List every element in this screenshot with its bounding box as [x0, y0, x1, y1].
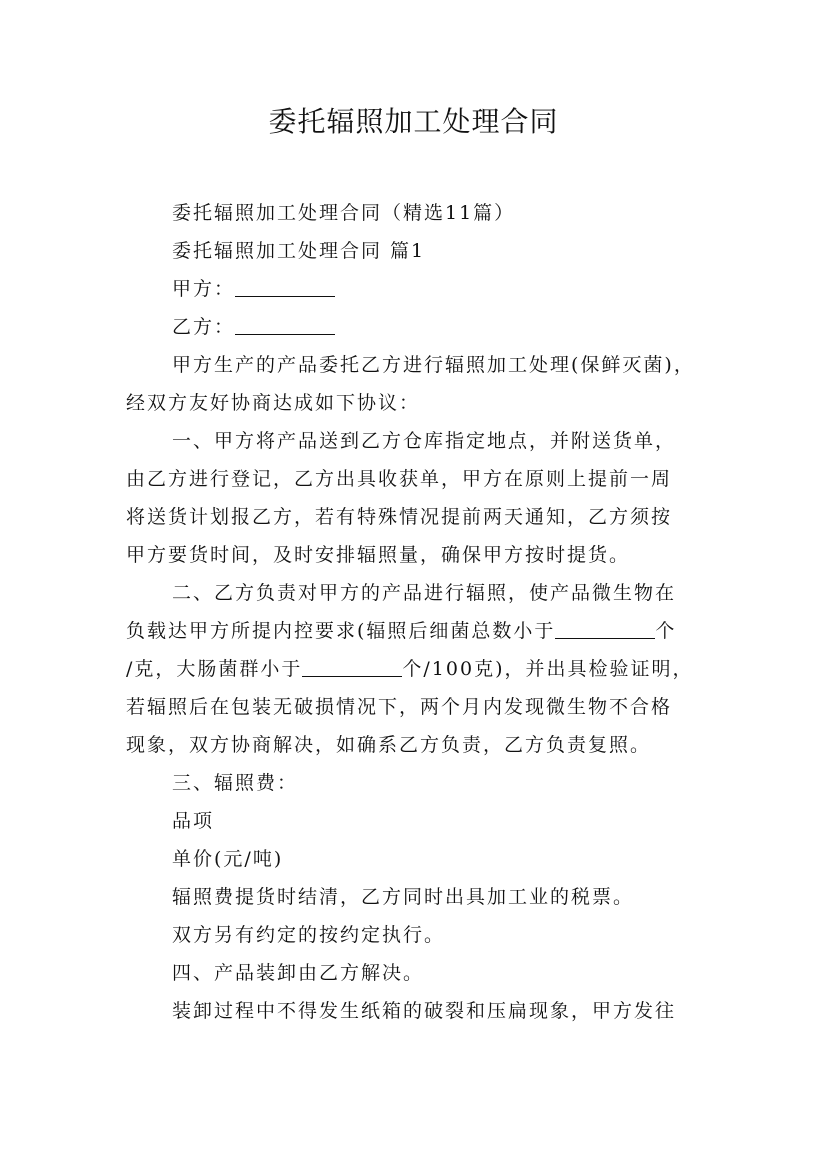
doc-subtitle: 委托辐照加工处理合同（精选11篇） [172, 202, 516, 224]
paragraph-line: 经双方友好协商达成如下协议： [126, 392, 421, 414]
bacteria-count-blank [555, 618, 655, 639]
paragraph-line: 现象，双方协商解决，如确系乙方负责，乙方负责复照。 [126, 734, 652, 756]
party-a-label: 甲方： [172, 278, 236, 300]
requirement-text-3: 个/100克)，并出具检验证明， [402, 658, 694, 680]
document-title: 委托辐照加工处理合同 [268, 105, 559, 138]
requirement-line [126, 612, 726, 650]
paragraph-line: 若辐照后在包装无破损情况下，两个月内发现微生物不合格 [126, 696, 673, 718]
requirement-text-2: /克，大肠菌群小于 [126, 658, 303, 680]
requirement-text: 负载达甲方所提内控要求(辐照后细菌总数小于 [126, 620, 556, 642]
paragraph-line: 将送货计划报乙方，若有特殊情况提前两天通知，乙方须按 [126, 506, 673, 528]
coliform-count-blank [302, 656, 402, 677]
party-a-blank [235, 276, 335, 297]
paragraph-line: 甲方生产的产品委托乙方进行辐照加工处理(保鲜灭菌)， [172, 354, 695, 376]
paragraph-line: 辐照费提货时结清，乙方同时出具加工业的税票。 [172, 886, 635, 908]
paragraph-line: 甲方要货时间，及时安排辐照量，确保甲方按时提货。 [126, 544, 631, 566]
party-a-line [126, 270, 726, 308]
paragraph-line: 装卸过程中不得发生纸箱的破裂和压扁现象，甲方发往 [172, 1000, 677, 1022]
paragraph-line: 三、辐照费： [172, 772, 299, 794]
document-body [126, 194, 726, 1030]
party-b-label: 乙方： [172, 316, 236, 338]
paragraph-line: 单价(元/吨) [172, 848, 284, 870]
requirement-line-2 [126, 650, 726, 688]
paragraph-line: 双方另有约定的按约定执行。 [172, 924, 446, 946]
paragraph-line: 品项 [172, 810, 215, 832]
party-b-blank [235, 314, 335, 335]
doc-section-heading: 委托辐照加工处理合同 篇1 [172, 240, 426, 262]
party-b-line [126, 308, 726, 346]
paragraph-line: 四、产品装卸由乙方解决。 [172, 962, 425, 984]
paragraph-line: 二、乙方负责对甲方的产品进行辐照，使产品微生物在 [172, 582, 677, 604]
paragraph-line: 一、甲方将产品送到乙方仓库指定地点，并附送货单， [172, 430, 677, 452]
paragraph-line: 由乙方进行登记，乙方出具收获单，甲方在原则上提前一周 [126, 468, 673, 490]
requirement-unit: 个 [655, 620, 677, 642]
